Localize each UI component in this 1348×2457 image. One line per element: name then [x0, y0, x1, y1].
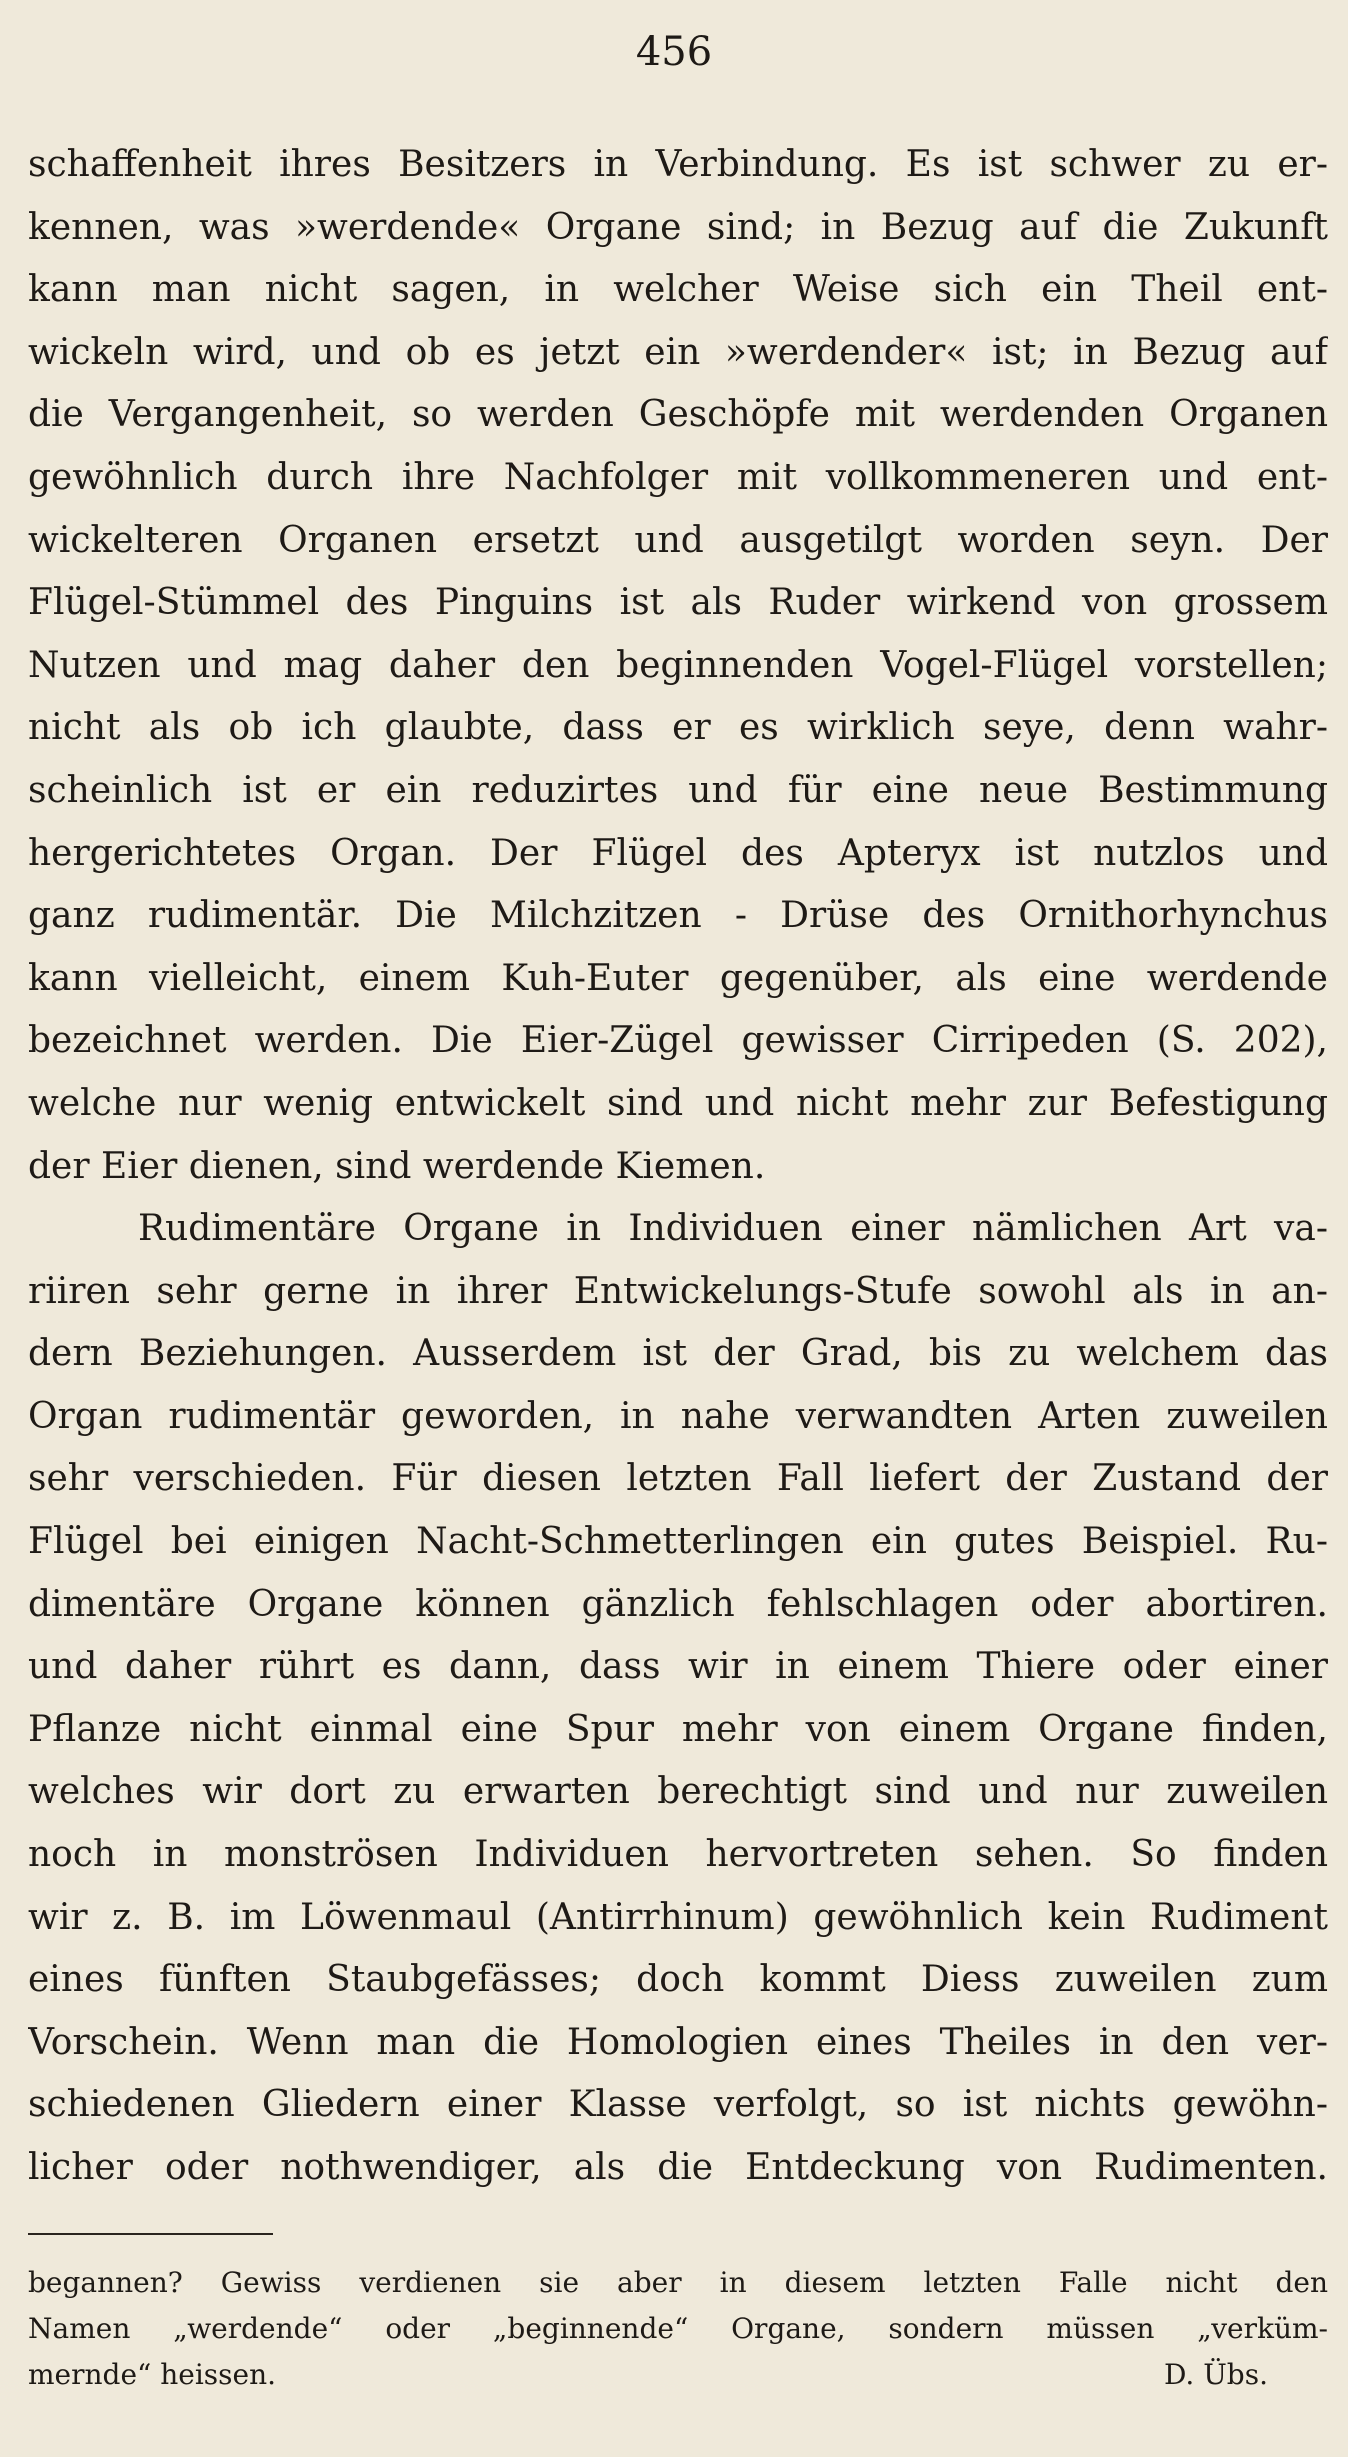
- page-number: 456: [635, 29, 713, 75]
- text-line: der Eier dienen, sind werdende Kiemen.: [28, 1145, 766, 1187]
- text-line: und daher rührt es dann, dass wir in einem Thiere oder einer: [28, 1646, 1328, 1688]
- text-line: eines fünften Staubgefässes; doch kommt Diess zuweilen zum: [28, 1959, 1328, 2001]
- text-line: kann man nicht sagen, in welcher Weise sich ein Theil ent-: [28, 269, 1328, 311]
- text-line: wickeln wird, und ob es jetzt ein »werdender« ist; in Bezug auf: [28, 331, 1328, 373]
- footnote-last-line: [28, 2352, 1328, 2398]
- footnote-line: begannen? Gewiss verdienen sie aber in diesem letzten Falle nicht den: [28, 2266, 1328, 2299]
- footnote-divider: [28, 2233, 273, 2235]
- text-line: licher oder nothwendiger, als die Entdeckung von Rudimenten.: [28, 2147, 1328, 2188]
- text-line: Pflanze nicht einmal eine Spur mehr von einem Organe finden,: [28, 1708, 1328, 1750]
- text-line: Flügel bei einigen Nacht-Schmetterlingen ein gutes Beispiel. Ru-: [28, 1521, 1328, 1563]
- text-line: welche nur wenig entwickelt sind und nicht mehr zur Befestigung: [28, 1082, 1328, 1124]
- text-line: riiren sehr gerne in ihrer Entwickelungs-Stufe sowohl als in an-: [28, 1270, 1328, 1312]
- text-line: Organ rudimentär geworden, in nahe verwandten Arten zuweilen: [28, 1395, 1328, 1437]
- text-line: kann vielleicht, einem Kuh-Euter gegenüber, als eine werdende: [28, 957, 1328, 999]
- body-text: [28, 134, 1328, 2200]
- text-line: kennen, was »werdende« Organe sind; in Bezug auf die Zukunft: [28, 206, 1328, 248]
- text-line: schiedenen Gliedern einer Klasse verfolgt, so ist nichts gewöhn-: [28, 2084, 1328, 2126]
- text-line: nicht als ob ich glaubte, dass er es wirklich seye, denn wahr-: [28, 707, 1328, 749]
- text-line: Vorschein. Wenn man die Homologien eines Theiles in den ver-: [28, 2021, 1328, 2063]
- footnote-signature: D. Übs.: [1163, 2358, 1268, 2391]
- text-line: wickelteren Organen ersetzt und ausgetilgt worden seyn. Der: [28, 519, 1328, 561]
- text-line: dern Beziehungen. Ausserdem ist der Grad, bis zu welchem das: [28, 1333, 1328, 1375]
- text-line: Rudimentäre Organe in Individuen einer nämlichen Art va-: [138, 1208, 1328, 1250]
- text-line: sehr verschieden. Für diesen letzten Fall liefert der Zustand der: [28, 1458, 1328, 1500]
- text-line: noch in monströsen Individuen hervortreten sehen. So finden: [28, 1834, 1328, 1876]
- text-line: wir z. B. im Löwenmaul (Antirrhinum) gewöhnlich kein Rudiment: [28, 1896, 1328, 1938]
- text-line: scheinlich ist er ein reduzirtes und für eine neue Bestimmung: [28, 769, 1328, 811]
- text-line: welches wir dort zu erwarten berechtigt sind und nur zuweilen: [28, 1771, 1328, 1813]
- text-line: hergerichtetes Organ. Der Flügel des Apteryx ist nutzlos und: [28, 832, 1328, 874]
- text-line: Flügel-Stümmel des Pinguins ist als Ruder wirkend von grossem: [28, 582, 1328, 624]
- text-line: schaffenheit ihres Besitzers in Verbindung. Es ist schwer zu er-: [28, 144, 1328, 185]
- footnote-line: Namen „werdende“ oder „beginnende“ Organe, sondern müssen „verküm-: [28, 2312, 1328, 2345]
- footnote: [28, 2260, 1328, 2398]
- text-line: ganz rudimentär. Die Milchzitzen - Drüse des Ornithorhynchus: [28, 895, 1328, 937]
- text-line: Nutzen und mag daher den beginnenden Vogel-Flügel vorstellen;: [28, 644, 1328, 686]
- text-line: dimentäre Organe können gänzlich fehlschlagen oder abortiren.: [28, 1583, 1328, 1625]
- footnote-line: mernde“ heissen.: [28, 2358, 277, 2391]
- text-line: die Vergangenheit, so werden Geschöpfe mit werdenden Organen: [28, 394, 1328, 436]
- text-line: gewöhnlich durch ihre Nachfolger mit vollkommeneren und ent-: [28, 456, 1328, 498]
- text-line: bezeichnet werden. Die Eier-Zügel gewisser Cirripeden (S. 202),: [28, 1020, 1328, 1062]
